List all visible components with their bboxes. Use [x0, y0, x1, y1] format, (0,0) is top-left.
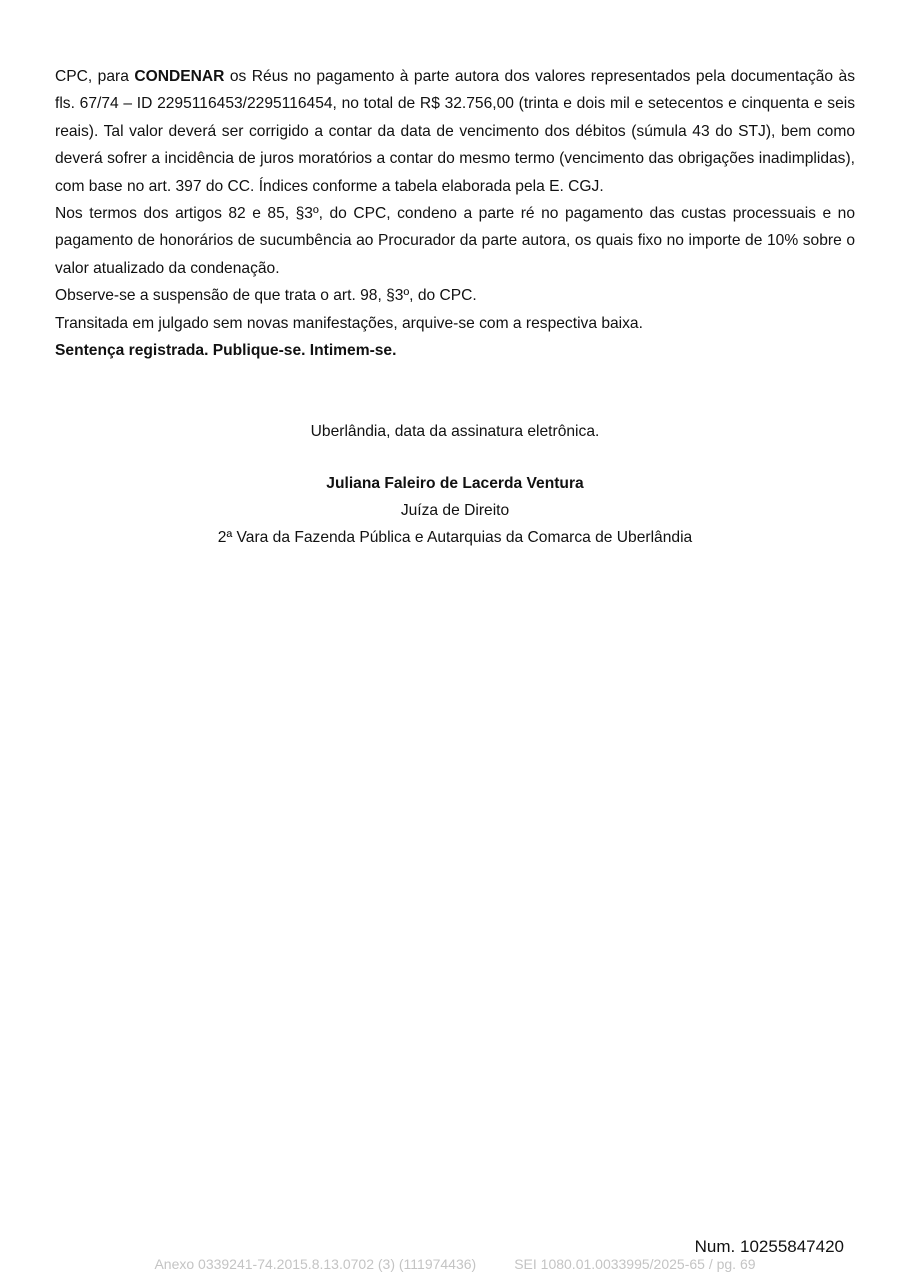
paragraph-suspension: Observe-se a suspensão de que trata o art. 98, §3º, do CPC.	[55, 287, 477, 305]
judgment-body	[55, 63, 855, 364]
footer-annex: Anexo 0339241-74.2015.8.13.0702 (3) (111974436)	[154, 1256, 477, 1272]
judge-role: Juíza de Direito	[400, 502, 510, 519]
condemn-keyword: CONDENAR	[134, 68, 225, 85]
footer-watermark	[0, 1256, 910, 1272]
paragraph-condemnation-start: CPC, para	[55, 68, 135, 85]
court-name: 2ª Vara da Fazenda Pública e Autarquias da Comarca de Uberlândia	[217, 529, 693, 546]
paragraph-archive: Transitada em julgado sem novas manifestações, arquive-se com a respectiva baixa.	[55, 314, 643, 332]
signature-block	[0, 470, 910, 551]
footer-sei: SEI 1080.01.0033995/2025-65 / pg. 69	[514, 1256, 756, 1272]
paragraph-condemnation	[55, 63, 855, 200]
paragraph-registration: Sentença registrada. Publique-se. Intimem-se.	[55, 342, 397, 360]
place-date: Uberlândia, data da assinatura eletrônica.	[310, 423, 600, 440]
document-number: Num. 10255847420	[694, 1237, 844, 1256]
judge-name: Juliana Faleiro de Lacerda Ventura	[326, 475, 584, 492]
paragraph-condemnation-rest: os Réus no pagamento à parte autora dos valores representados pela documentação às fls. 67/74 – ID 2295116453/2295116454, no total de R$ 32.756,00 (trinta e dois mil e setecentos e cinquenta e seis reais). Tal valor deverá ser corrigido a contar da data de vencimento dos débitos (súmula 43 do STJ), bem como deverá sofrer a incidência de juros moratórios a contar do mesmo termo (vencimento das obrigações inadimplidas), com base no art. 397 do CC. Índices conforme a tabela elaborada pela E. CGJ.	[55, 68, 855, 195]
paragraph-costs-fees: Nos termos dos artigos 82 e 85, §3º, do CPC, condeno a parte ré no pagamento das custas processuais e no pagamento de honorários de sucumbência ao Procurador da parte autora, os quais fixo no importe de 10% sobre o valor atualizado da condenação.	[55, 205, 855, 277]
